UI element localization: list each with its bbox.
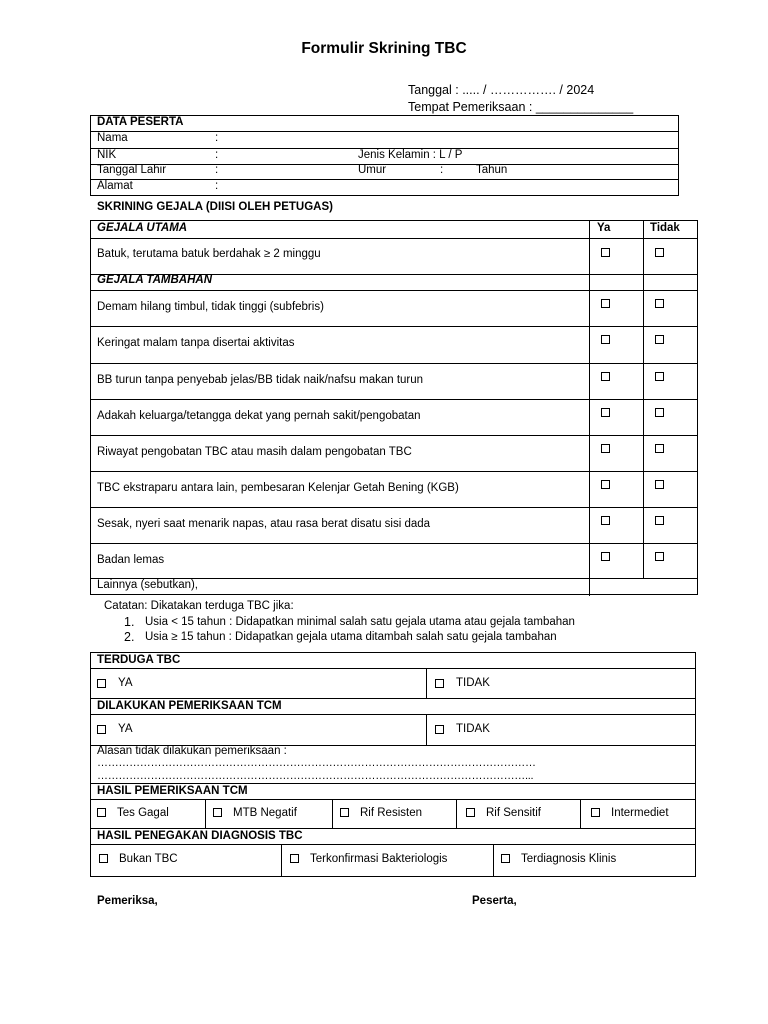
umur-colon: : (440, 164, 444, 176)
pemeriksa-signature-label: Pemeriksa, (97, 895, 158, 907)
hasil-tcm-option-label: Rif Resisten (360, 807, 422, 819)
tempat-pemeriksaan-field[interactable]: Tempat Pemeriksaan : ______________ (408, 100, 634, 114)
tcm-ya-checkbox[interactable] (97, 725, 106, 734)
alamat-colon: : (215, 180, 219, 192)
catatan-num-1: 1. (124, 615, 135, 629)
diagnosis-heading: HASIL PENEGAKAN DIAGNOSIS TBC (97, 830, 303, 842)
hasil-tcm-option-label: Intermediet (611, 807, 669, 819)
diagnosis-option-label: Bukan TBC (119, 853, 178, 865)
diagnosis-checkbox[interactable] (290, 854, 299, 863)
tanggal-field[interactable]: Tanggal : ..... / ……………. / 2024 (408, 83, 595, 97)
umur-label: Umur (358, 164, 387, 176)
tambahan-ya-checkbox[interactable] (601, 335, 610, 344)
hasil-tcm-checkbox[interactable] (97, 808, 106, 817)
diagnosis-option-label: Terdiagnosis Klinis (521, 853, 617, 865)
nama-label: Nama (97, 132, 128, 144)
terduga-tidak-label: TIDAK (456, 677, 490, 689)
data-peserta-heading: DATA PESERTA (97, 116, 184, 128)
alasan-line-1[interactable]: …………………………………………………………………………………………………………… (97, 757, 536, 769)
gejala-tambahan-item: Adakah keluarga/tetangga dekat yang pernah sakit/pengobatan (97, 410, 421, 422)
form-title: Formulir Skrining TBC (301, 40, 467, 57)
diagnosis-checkbox[interactable] (99, 854, 108, 863)
tambahan-tidak-checkbox[interactable] (655, 408, 664, 417)
tambahan-tidak-checkbox[interactable] (655, 335, 664, 344)
tcm-heading: DILAKUKAN PEMERIKSAAN TCM (97, 700, 282, 712)
gejala-tambahan-item: Sesak, nyeri saat menarik napas, atau rasa berat disatu sisi dada (97, 518, 431, 530)
tambahan-ya-checkbox[interactable] (601, 372, 610, 381)
tambahan-tidak-checkbox[interactable] (655, 516, 664, 525)
alamat-label: Alamat (97, 180, 133, 192)
skrining-heading: SKRINING GEJALA (DIISI OLEH PETUGAS) (97, 201, 333, 213)
tcm-tidak-checkbox[interactable] (435, 725, 444, 734)
hasil-tcm-option-label: Rif Sensitif (486, 807, 541, 819)
terduga-ya-checkbox[interactable] (97, 679, 106, 688)
tambahan-tidak-checkbox[interactable] (655, 372, 664, 381)
tambahan-ya-checkbox[interactable] (601, 516, 610, 525)
gejala-utama-heading: GEJALA UTAMA (97, 222, 188, 234)
tcm-ya-label: YA (118, 723, 133, 735)
tambahan-ya-checkbox[interactable] (601, 408, 610, 417)
diagnosis-option-label: Terkonfirmasi Bakteriologis (310, 853, 448, 865)
terduga-tidak-checkbox[interactable] (435, 679, 444, 688)
lainnya-label: Lainnya (sebutkan), (97, 579, 199, 591)
gejala-tambahan-item: Keringat malam tanpa disertai aktivitas (97, 337, 295, 349)
catatan-text-2: Usia ≥ 15 tahun : Didapatkan gejala utama ditambah salah satu gejala tambahan (145, 631, 557, 643)
gejala-tambahan-heading: GEJALA TAMBAHAN (97, 274, 212, 286)
tambahan-ya-checkbox[interactable] (601, 444, 610, 453)
hasil-tcm-checkbox[interactable] (591, 808, 600, 817)
alasan-label: Alasan tidak dilakukan pemeriksaan : (97, 745, 287, 757)
peserta-signature-label: Peserta, (472, 895, 517, 907)
tanggal-lahir-colon: : (215, 164, 219, 176)
terduga-heading: TERDUGA TBC (97, 654, 181, 666)
gejala-utama-item: Batuk, terutama batuk berdahak ≥ 2 minggu (97, 248, 321, 260)
jenis-kelamin-label: Jenis Kelamin : L / P (358, 149, 463, 161)
col-ya-header: Ya (597, 222, 611, 234)
tanggal-lahir-label: Tanggal Lahir (97, 164, 167, 176)
hasil-tcm-option-label: MTB Negatif (233, 807, 297, 819)
utama-ya-checkbox[interactable] (601, 248, 610, 257)
hasil-tcm-option-label: Tes Gagal (117, 807, 169, 819)
nik-colon: : (215, 149, 219, 161)
tambahan-tidak-checkbox[interactable] (655, 444, 664, 453)
hasil-tcm-checkbox[interactable] (213, 808, 222, 817)
tcm-tidak-label: TIDAK (456, 723, 490, 735)
diagnosis-checkbox[interactable] (501, 854, 510, 863)
catatan-text-1: Usia < 15 tahun : Didapatkan minimal salah satu gejala utama atau gejala tambahan (145, 616, 575, 628)
tahun-label: Tahun (476, 164, 508, 176)
catatan-num-2: 2. (124, 630, 135, 644)
col-tidak-header: Tidak (650, 222, 680, 234)
tambahan-tidak-checkbox[interactable] (655, 299, 664, 308)
terduga-ya-label: YA (118, 677, 133, 689)
tambahan-tidak-checkbox[interactable] (655, 480, 664, 489)
hasil-tcm-checkbox[interactable] (340, 808, 349, 817)
alasan-line-2[interactable]: …………………………………………………………………………………………………………... (97, 770, 534, 782)
tambahan-ya-checkbox[interactable] (601, 480, 610, 489)
gejala-tambahan-item: TBC ekstraparu antara lain, pembesaran Kelenjar Getah Bening (KGB) (97, 482, 459, 494)
gejala-tambahan-item: Demam hilang timbul, tidak tinggi (subfebris) (97, 301, 324, 313)
gejala-tambahan-item: BB turun tanpa penyebab jelas/BB tidak naik/nafsu makan turun (97, 374, 424, 386)
gejala-tambahan-item: Riwayat pengobatan TBC atau masih dalam pengobatan TBC (97, 446, 412, 458)
gejala-tambahan-item: Badan lemas (97, 554, 165, 566)
hasil-tcm-heading: HASIL PEMERIKSAAN TCM (97, 785, 248, 797)
nama-colon: : (215, 132, 219, 144)
tambahan-tidak-checkbox[interactable] (655, 552, 664, 561)
utama-tidak-checkbox[interactable] (655, 248, 664, 257)
nik-label: NIK (97, 149, 117, 161)
catatan-intro: Catatan: Dikatakan terduga TBC jika: (104, 600, 294, 612)
hasil-tcm-checkbox[interactable] (466, 808, 475, 817)
tambahan-ya-checkbox[interactable] (601, 299, 610, 308)
tambahan-ya-checkbox[interactable] (601, 552, 610, 561)
